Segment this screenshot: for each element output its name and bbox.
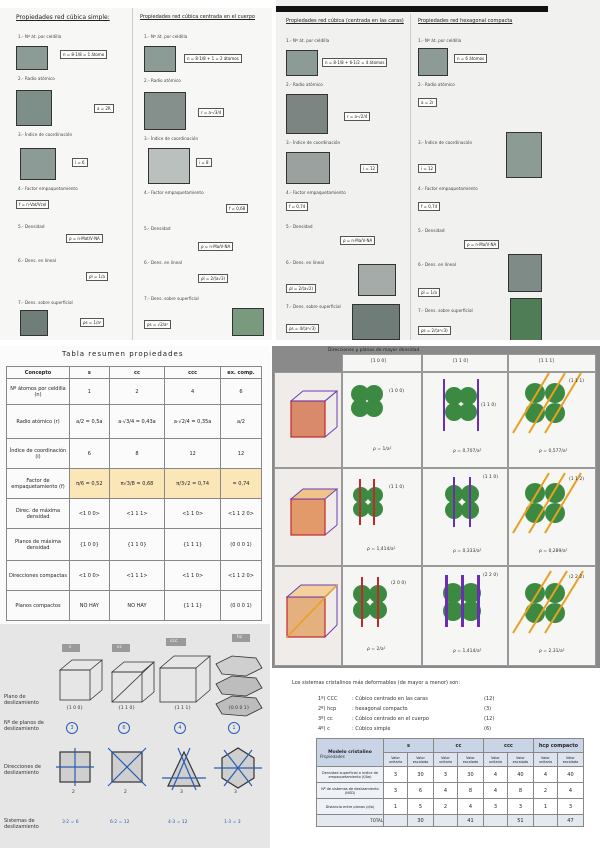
table-cell: 40 — [507, 767, 533, 783]
step-label: 6.- Dens. en lineal — [18, 258, 56, 263]
density-formula: ρ = 1/a² — [373, 447, 392, 452]
rank-count: (3) — [484, 706, 492, 712]
table-cell: 30 — [407, 767, 433, 783]
group-header: hcp compacto — [533, 739, 583, 753]
formula-box: n = 6 átomos — [454, 54, 487, 63]
plane-photo — [352, 304, 400, 340]
col-header: [1 1 0] — [453, 359, 468, 364]
unit-cell-photo — [286, 94, 328, 134]
group-header: cc — [433, 739, 483, 753]
formula-box: ρ = n·Ma/V·NA — [198, 242, 233, 251]
table-cell: <1 1 2 0> — [220, 499, 261, 529]
table-cell: 30 — [457, 767, 483, 783]
step-label: 7.- Dens. sobre superficial — [418, 308, 473, 313]
cube-planes-icon — [275, 373, 341, 467]
density-formula: ρ = 1,414/a² — [453, 649, 482, 654]
table-cell: 3 — [384, 783, 408, 799]
table-cell: 2 — [433, 799, 457, 815]
table-cell — [483, 815, 507, 827]
density-formula: ρ = 0,333/a² — [453, 549, 482, 554]
table-cell: 3 — [433, 767, 457, 783]
table-cell: <1 1 0> — [165, 561, 221, 591]
column-title: Propiedades red cúbica centrada en el cuerpo — [140, 14, 255, 20]
col-header: [1 0 0] — [371, 359, 386, 364]
plane-cell — [422, 468, 508, 566]
unit-cell-photo — [16, 46, 48, 70]
sub-header: Valor escalado — [407, 753, 433, 767]
top-black-bar — [276, 6, 548, 12]
formula-box: a = 2R — [94, 104, 114, 113]
table-cell: a·√2/4 = 0,35a — [165, 405, 221, 439]
table-cell: 2 — [109, 379, 165, 405]
rank-label: 2º) hcp — [318, 706, 337, 712]
direction-count: 3 — [234, 790, 237, 795]
table-cell: 4 — [483, 767, 507, 783]
formula-box: ρ = n·Ma/V·NA — [464, 240, 499, 249]
circled-number: 6 — [118, 722, 130, 734]
table-cell: 4 — [557, 783, 583, 799]
rank-label: 1º) CCC — [318, 696, 338, 702]
table-cell: <1 1 2 0> — [220, 561, 261, 591]
table-rowheader: Propiedades — [320, 754, 345, 759]
table-cell: 12 — [165, 439, 221, 469]
step-label: 2.- Radio atómico — [144, 78, 181, 83]
purple-line — [461, 575, 464, 627]
direction-count: 2 — [72, 790, 75, 795]
row-label: TOTAL — [317, 815, 384, 827]
grid-header — [508, 354, 596, 372]
type-tag — [232, 634, 250, 642]
table-cell — [433, 815, 457, 827]
summary-table-panel — [0, 346, 270, 624]
step-label: 3.- Índice de coordinación — [286, 140, 341, 145]
table-cell: 3 — [483, 799, 507, 815]
cube-planes-icon — [275, 567, 341, 665]
sub-header: Valor unitario — [533, 753, 557, 767]
plane-photo — [232, 308, 264, 336]
column-title: Propiedades red hexagonal compacta — [418, 18, 513, 24]
unit-cell-photo — [144, 46, 176, 72]
red-line — [377, 577, 379, 627]
type-tag — [166, 638, 186, 646]
table-cell: {1 1 1} — [165, 529, 221, 561]
plane-value: {1 1 1} — [174, 706, 192, 711]
step-label: 1.- Nº át. por celdilla — [418, 38, 462, 43]
system-count: 4·3 = 12 — [168, 820, 188, 825]
cube-diagram-cell — [274, 468, 342, 566]
table-cell: <1 1 1> — [109, 499, 165, 529]
purple-line — [469, 477, 471, 527]
table-cell: 5 — [407, 799, 433, 815]
system-count: 6·2 = 12 — [110, 820, 130, 825]
step-label: 1.- Nº át. por celdilla — [18, 34, 62, 39]
unit-cell-photo — [418, 48, 448, 76]
row-label: Direc. de máxima densidad — [7, 499, 70, 529]
formula-box: i = 6 — [72, 158, 88, 167]
step-label: 2.- Radio atómico — [418, 82, 455, 87]
step-label: 1.- Nº át. por celdilla — [286, 38, 330, 43]
table-cell: 4 — [165, 379, 221, 405]
formula-box: f = 0,68 — [226, 204, 248, 213]
unit-cell-photo — [144, 92, 186, 130]
plane-value: {1 1 0} — [118, 706, 136, 711]
purple-line — [443, 379, 445, 431]
column-scs — [6, 8, 133, 340]
table-cell: 4 — [457, 799, 483, 815]
plane-value: {0 0 0 1} — [228, 706, 250, 711]
circled-number: 1 — [228, 722, 240, 734]
formula-box: n = 8·1/8 = 1 átomo — [60, 50, 107, 59]
table-cell: 4 — [433, 783, 457, 799]
deformability-table — [316, 738, 584, 827]
table-cell: <1 1 1> — [109, 561, 165, 591]
rank-desc: : Cúbico centrado en las caras — [352, 696, 428, 702]
formula-box: ρs = 4/(a²√3) — [286, 324, 319, 333]
table-cell: 8 — [507, 783, 533, 799]
row-label: Direcciones compactas — [7, 561, 70, 591]
step-label: 5.- Densidad — [144, 226, 171, 231]
column-title: Propiedades red cúbica (centrada en las caras) — [286, 18, 404, 24]
sub-header: Valor unitario — [384, 753, 408, 767]
step-label: 6.- Dens. en lineal — [418, 262, 456, 267]
table-cell: (0 0 0 1) — [220, 529, 261, 561]
density-formula: ρ = 2/a² — [367, 647, 386, 652]
step-label: 5.- Densidad — [418, 228, 445, 233]
plane-label: (1 1 0) — [389, 485, 404, 490]
formula-box: i = 12 — [418, 164, 436, 173]
plane-label: (1 1 1) — [569, 379, 584, 384]
plane-label: (1 0 0) — [389, 389, 404, 394]
formula-box: i = 12 — [360, 164, 378, 173]
table-cell: a/2 — [220, 405, 261, 439]
plane-cell — [508, 468, 596, 566]
plane-cell — [508, 566, 596, 666]
table-cell: 30 — [407, 815, 433, 827]
sub-header: Valor escalado — [507, 753, 533, 767]
grid-header — [422, 354, 508, 372]
circled-number: 3 — [66, 722, 78, 734]
table-cell: 6 — [407, 783, 433, 799]
step-label: 6.- Dens. en lineal — [144, 260, 182, 265]
table-cell: (0 0 0 1) — [220, 591, 261, 621]
group-header: ccc — [483, 739, 533, 753]
table-cell: {1 1 1} — [165, 591, 221, 621]
plane-label: (1 1 0) — [483, 475, 498, 480]
table-cell: a·√3/4 = 0,43a — [109, 405, 165, 439]
plane-cell — [342, 468, 422, 566]
table-cell: 6 — [70, 439, 110, 469]
circled-number: 4 — [174, 722, 186, 734]
table-cell: <1 0 0> — [70, 499, 110, 529]
table-cell: 2 — [533, 783, 557, 799]
atom — [459, 403, 477, 421]
plane-photo — [20, 310, 48, 336]
step-label: 4.- Factor empaquetamiento — [18, 186, 78, 191]
table-cell: 1 — [533, 799, 557, 815]
formula-box: ρl = 1/a — [86, 272, 108, 281]
cube-diagram-cell — [274, 372, 342, 468]
table-cell: 8 — [457, 783, 483, 799]
conclusions-panel — [272, 668, 600, 848]
intro-text: Los sistemas cristalinos más deformables (de mayor a menor) son: — [292, 680, 461, 686]
step-label: 4.- Factor empaquetamiento — [286, 190, 346, 195]
sub-header: Valor unitario — [483, 753, 507, 767]
plane-cell — [342, 372, 422, 468]
step-label: 2.- Radio atómico — [286, 82, 323, 87]
table-cell — [384, 815, 408, 827]
group-header: s — [384, 739, 434, 753]
sub-header: Valor escalado — [557, 753, 583, 767]
step-label: 4.- Factor empaquetamiento — [418, 186, 478, 191]
slip-direction-diagrams — [0, 742, 270, 802]
crystal-sketches — [0, 650, 270, 730]
cube-diagram-cell — [274, 566, 342, 666]
table-cell: 3 — [384, 767, 408, 783]
table-cell: 4 — [533, 767, 557, 783]
row-label: Distancia entre planos (d/a) — [317, 799, 384, 815]
plane-label: (1 1 0) — [481, 403, 496, 408]
formula-box: a = 2r — [418, 98, 437, 107]
rank-label: 4º) c — [318, 726, 330, 732]
formula-box: ρ = n·Ma/V·NA — [340, 236, 375, 245]
rank-desc: : hexagonal compacto — [352, 706, 408, 712]
table-cell: 47 — [557, 815, 583, 827]
plane-cell — [422, 566, 508, 666]
table-cell: 1 — [70, 379, 110, 405]
grid-caption: Direcciones y planos de mayor densidad — [328, 348, 420, 353]
formula-box: n = 8·1/8 + 6·1/2 = 4 átomos — [322, 58, 387, 67]
step-label: 5.- Densidad — [18, 224, 45, 229]
rank-count: (12) — [484, 716, 495, 722]
purple-line — [477, 379, 479, 431]
row-label: Densidad superficial o índice de empaquetamiento (f/Ae) — [317, 767, 384, 783]
purple-line — [445, 575, 448, 627]
table-cell: π/3√2 = 0,74 — [165, 469, 221, 499]
cube-planes-icon — [275, 469, 341, 565]
unit-cell-photo — [286, 50, 318, 76]
step-label: 7.- Dens. sobre superficial — [18, 300, 73, 305]
density-formula: ρ = 0,289/a² — [539, 549, 568, 554]
formula-box: ρ = n·Mat/V·NA — [66, 234, 103, 243]
formula-box: ρl = 2/(a√3) — [198, 274, 228, 283]
rank-count: (12) — [484, 696, 495, 702]
table-cell: 8 — [109, 439, 165, 469]
formula-box: ρs = 2/(a²√3) — [418, 326, 451, 335]
table-cell: <1 0 0> — [70, 561, 110, 591]
row-label: Nº de planos de deslizamiento — [4, 720, 44, 732]
step-label: 3.- Índice de coordinación — [18, 132, 73, 137]
formula-box: ρl = 2/(a√2) — [286, 284, 316, 293]
formula-box: f = 0,74 — [418, 202, 440, 211]
rank-desc: : Cúbico simple — [352, 726, 391, 732]
unit-cell-photo — [286, 152, 330, 184]
density-formula: ρ = 1,414/a² — [367, 547, 396, 552]
row-label: Planos de máxima densidad — [7, 529, 70, 561]
rank-count: (6) — [484, 726, 492, 732]
density-formula: ρ = 0,707/a² — [453, 449, 482, 454]
sub-header: Valor unitario — [433, 753, 457, 767]
header-cell: cc — [109, 367, 165, 379]
red-line — [373, 479, 375, 525]
rank-label: 3º) cc — [318, 716, 333, 722]
formula-box: n = 8·1/8 + 1 = 2 átomos — [184, 54, 242, 63]
table-title-cell: Modelo cristalino — [317, 739, 384, 767]
sub-header: Valor escalado — [457, 753, 483, 767]
atom — [365, 399, 383, 417]
formula-box: r = a·√3/4 — [198, 108, 224, 117]
table-cell: = 0,74 — [220, 469, 261, 499]
table-title: Tabla resumen propiedades — [62, 350, 184, 358]
row-label: Índice de coordinación (i) — [7, 439, 70, 469]
plane-label: (1 1 2) — [569, 477, 584, 482]
table-cell: 51 — [507, 815, 533, 827]
atom — [367, 501, 383, 517]
grid-header — [342, 354, 422, 372]
table-cell: {1 0 0} — [70, 529, 110, 561]
table-cell: 3 — [557, 799, 583, 815]
type-label: ccc — [170, 639, 178, 644]
type-label: c — [69, 645, 72, 650]
plane-label: (2 2 2) — [569, 575, 584, 580]
system-count: 1·3 = 3 — [224, 820, 241, 825]
formula-box: r = a·√2/4 — [344, 112, 370, 121]
red-line — [361, 577, 363, 627]
table-cell: 12 — [220, 439, 261, 469]
step-label: 3.- Índice de coordinación — [418, 140, 473, 145]
direction-photo — [508, 254, 542, 292]
plane-cell — [342, 566, 422, 666]
unit-cell-photo — [148, 148, 190, 184]
table-cell: NO HAY — [109, 591, 165, 621]
plane-label: (2 2 0) — [483, 573, 498, 578]
column-title: Propiedades red cúbica simple: — [16, 14, 110, 21]
header-cell: s — [70, 367, 110, 379]
red-line — [359, 479, 361, 525]
summary-table — [6, 366, 262, 621]
table-cell: NO HAY — [70, 591, 110, 621]
column-fcc — [280, 14, 411, 340]
direction-count: 3 — [180, 790, 183, 795]
formula-box: ρs = √2/a² — [144, 320, 171, 329]
row-label: Direcciones de deslizamiento — [4, 764, 41, 776]
table-cell: a/2 = 0,5a — [70, 405, 110, 439]
formula-box: i = 8 — [196, 158, 212, 167]
formula-box: f = 0,74 — [286, 202, 308, 211]
plane-cell — [508, 372, 596, 468]
purple-line — [477, 575, 480, 627]
table-cell: 3 — [507, 799, 533, 815]
row-label: Factor de empaquetamiento (f) — [7, 469, 70, 499]
column-bcc — [136, 8, 270, 340]
row-label: Planos compactos — [7, 591, 70, 621]
table-cell: 6 — [220, 379, 261, 405]
plane-value: {1 0 0} — [66, 706, 84, 711]
column-hcp — [414, 14, 544, 340]
planes-grid-panel — [272, 346, 600, 668]
step-label: 2.- Radio atómico — [18, 76, 55, 81]
table-cell — [533, 815, 557, 827]
step-label: 7.- Dens. sobre superficial — [144, 296, 199, 301]
row-label: Nº átomos por celdilla (n) — [7, 379, 70, 405]
direction-photo — [358, 264, 396, 296]
slip-systems-panel — [0, 624, 270, 848]
formula-box: f = n·Vat/Vcel — [16, 200, 49, 209]
row-label: Sistemas de deslizamiento — [4, 818, 39, 830]
step-label: 7.- Dens. sobre superficial — [286, 304, 341, 309]
header-cell: Concepto — [7, 367, 70, 379]
type-label: cc — [117, 645, 122, 650]
col-header: [1 1 1] — [539, 359, 554, 364]
table-cell: π√3/8 = 0,68 — [109, 469, 165, 499]
table-cell: 4 — [483, 783, 507, 799]
density-formula: ρ = 2,31/a² — [539, 649, 565, 654]
table-cell: 1 — [384, 799, 408, 815]
table-cell: π/6 = 0,52 — [70, 469, 110, 499]
row-label: Plano de deslizamiento — [4, 694, 39, 706]
notes-fcc-hcp-panel — [276, 0, 600, 340]
table-cell: <1 1 0> — [165, 499, 221, 529]
table-cell: 41 — [457, 815, 483, 827]
direction-count: 2 — [124, 790, 127, 795]
purple-line — [453, 477, 455, 527]
row-label: Nº de sistemas de deslizamiento (NSD) — [317, 783, 384, 799]
step-label: 5.- Densidad — [286, 224, 313, 229]
rank-desc: : Cúbico centrado en el cuerpo — [352, 716, 429, 722]
system-count: 3·2 = 6 — [62, 820, 79, 825]
step-label: 6.- Dens. en lineal — [286, 260, 324, 265]
unit-cell-photo — [16, 90, 52, 126]
header-cell: ex. comp. — [220, 367, 261, 379]
header-cell: ccc — [165, 367, 221, 379]
row-label: Radio atómico (r) — [7, 405, 70, 439]
plane-photo — [510, 298, 542, 340]
notes-scs-bcc-panel — [0, 8, 272, 340]
formula-box: ρl = 1/a — [418, 288, 440, 297]
table-cell: {1 1 0} — [109, 529, 165, 561]
unit-cell-photo — [506, 132, 542, 178]
plane-cell — [422, 372, 508, 468]
step-label: 3.- Índice de coordinación — [144, 136, 199, 141]
plane-label: (2 0 0) — [391, 581, 406, 586]
step-label: 1.- Nº át. por celdilla — [144, 34, 188, 39]
type-label: hc — [237, 635, 243, 640]
step-label: 4.- Factor empaquetamiento — [144, 190, 204, 195]
table-cell: 40 — [557, 767, 583, 783]
formula-box: ρs = 1/a² — [80, 318, 104, 327]
density-formula: ρ = 0,577/a² — [539, 449, 568, 454]
unit-cell-photo — [20, 148, 56, 180]
